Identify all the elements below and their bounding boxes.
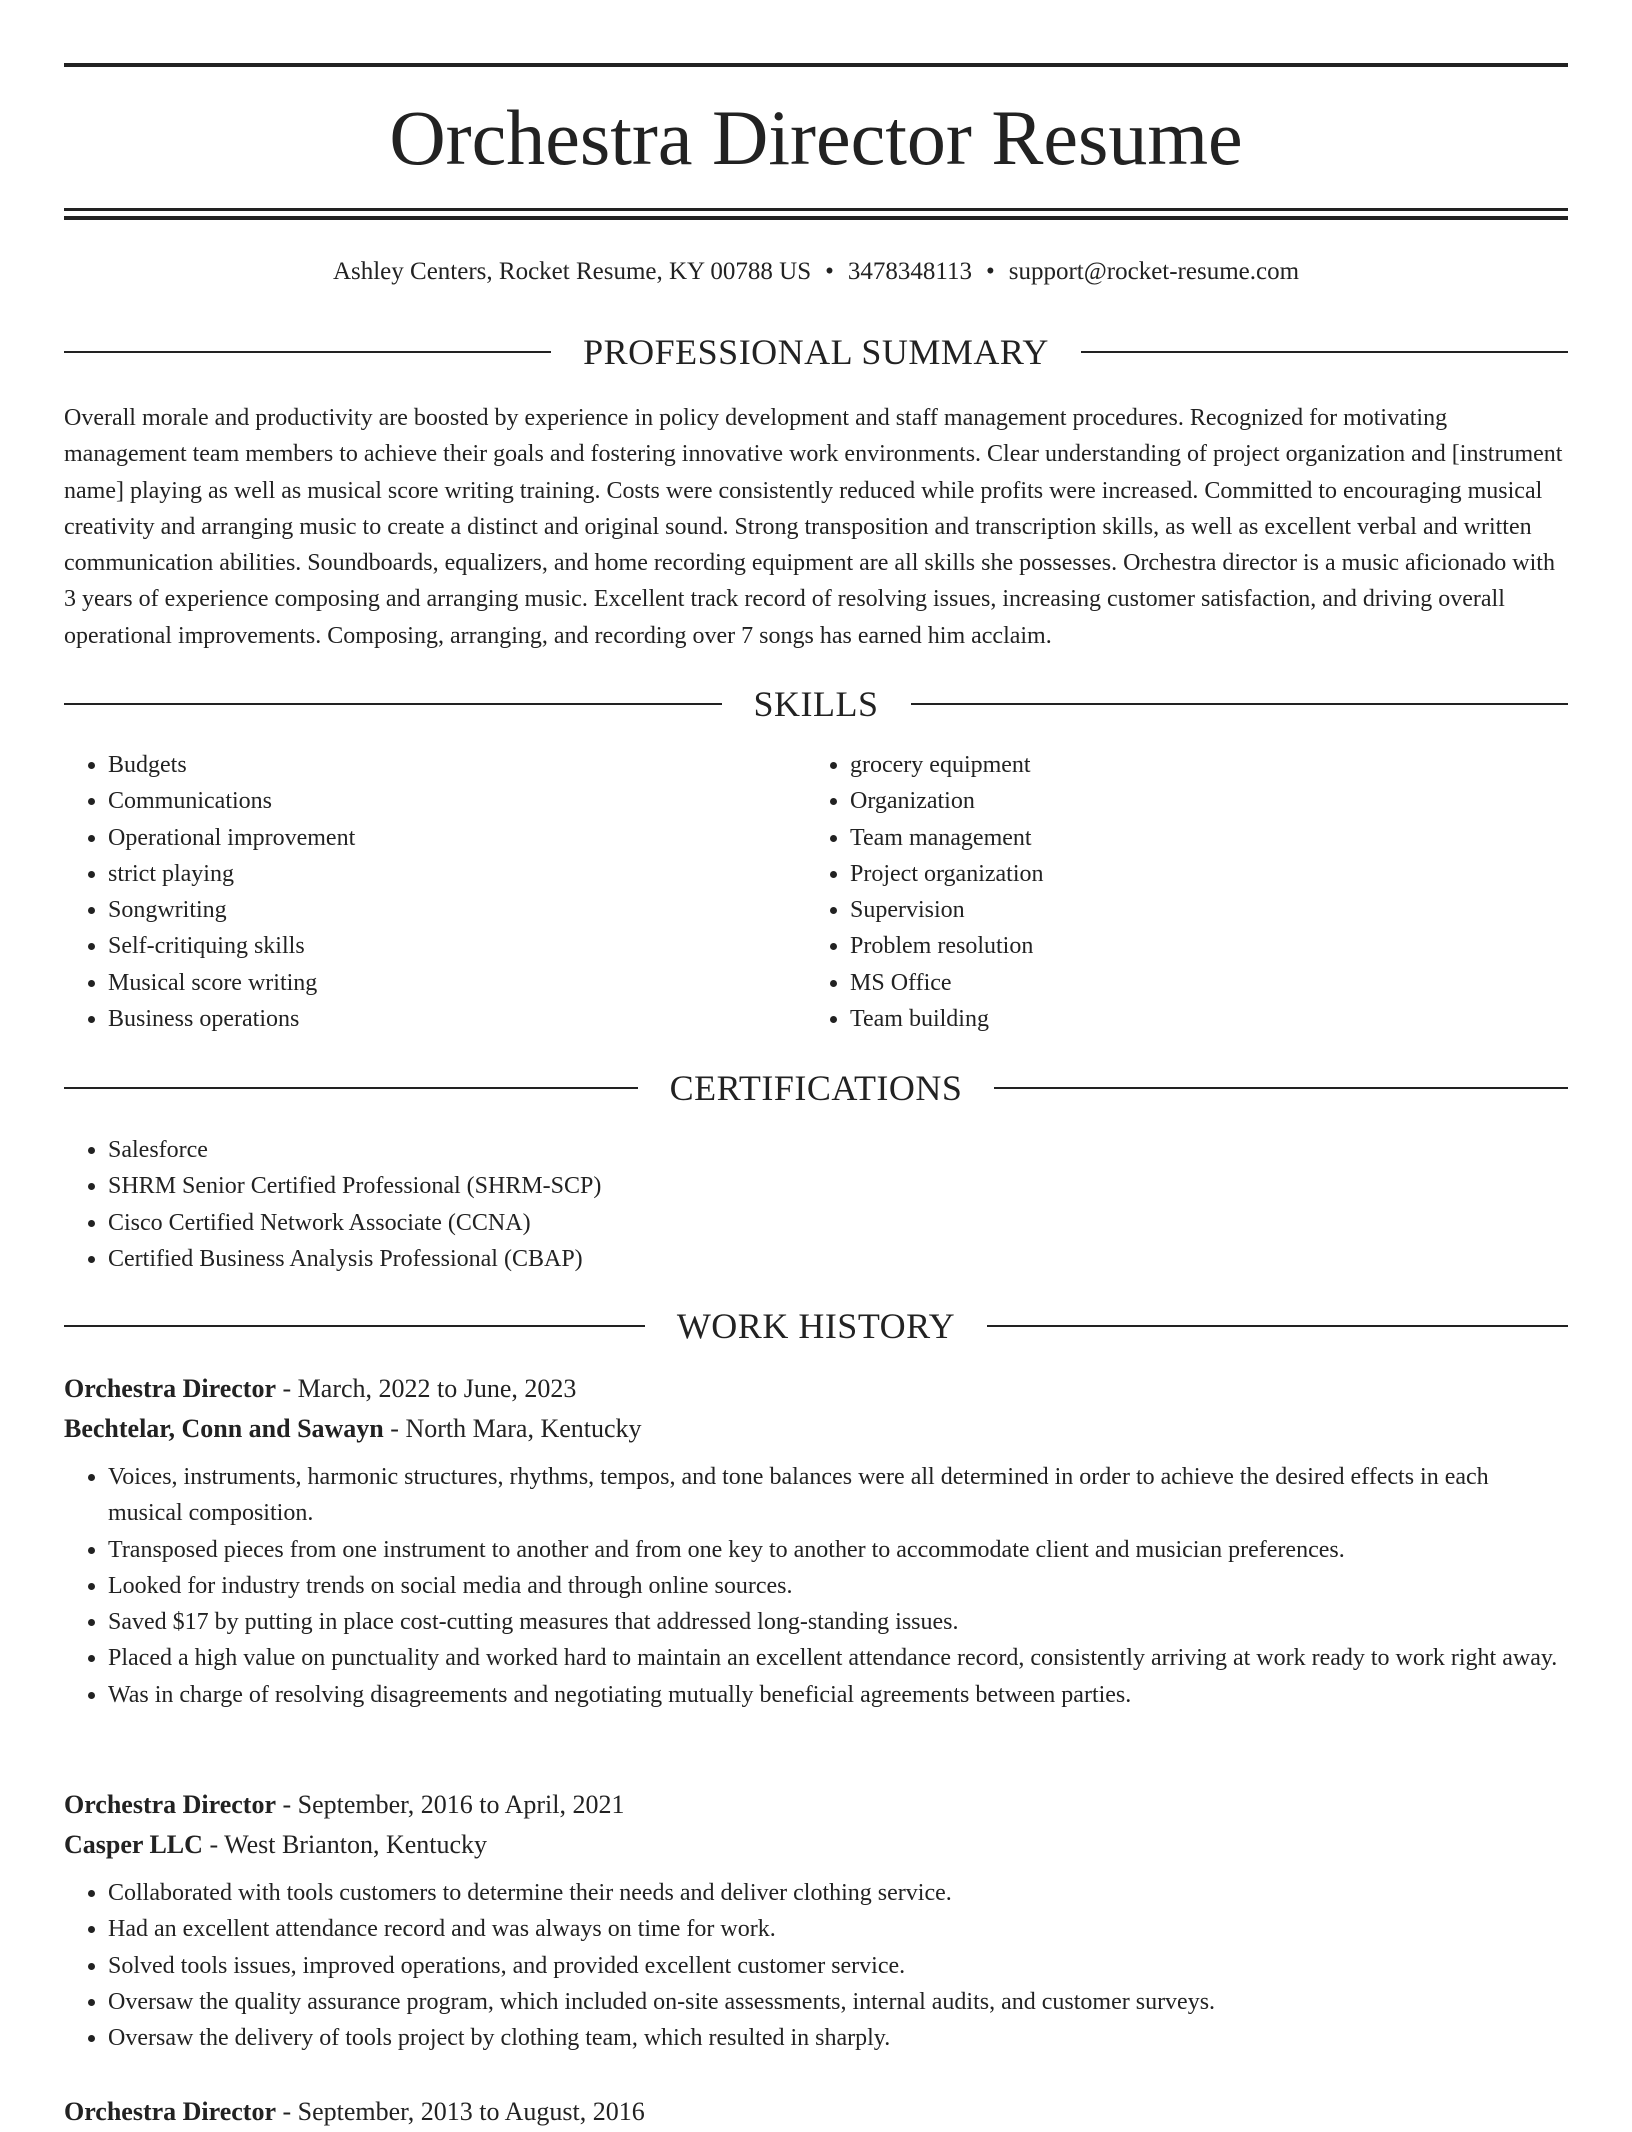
certifications-list bbox=[64, 1132, 1568, 1277]
job-duty: • Oversaw the delivery of tools project by clothing team, which resulted in sharply. bbox=[108, 2020, 1568, 2056]
skill-item: • Team building bbox=[850, 1001, 1506, 1037]
job-company-line bbox=[64, 1825, 1568, 1865]
job-title-line bbox=[64, 2092, 1568, 2132]
page-title: Orchestra Director Resume bbox=[389, 94, 1243, 181]
heading-rule-right bbox=[994, 1087, 1568, 1089]
heading-rule-left bbox=[64, 351, 551, 353]
contact-separator: • bbox=[825, 258, 834, 285]
contact-separator: • bbox=[985, 258, 995, 285]
job-entry bbox=[64, 2092, 1568, 2132]
skills-left-list bbox=[64, 747, 764, 1037]
job-duty: • Voices, instruments, harmonic structures, rhythms, tempos, and tone balances were all determined in order to achieve the desired effects in each musical composition. bbox=[108, 1459, 1568, 1532]
contact-phone: 3478348113 bbox=[847, 258, 972, 285]
skill-item: • MS Office bbox=[850, 965, 1506, 1001]
heading-rule-right bbox=[987, 1325, 1568, 1327]
job-title: Orchestra Director bbox=[64, 2097, 276, 2126]
certification-item: • SHRM Senior Certified Professional (SHRM-SCP) bbox=[108, 1168, 1568, 1204]
contact-line bbox=[64, 254, 1568, 290]
certifications-heading bbox=[64, 1066, 1568, 1110]
skills-left-column bbox=[64, 747, 764, 1037]
skill-item: • Communications bbox=[108, 783, 764, 819]
job-duty: • Transposed pieces from one instrument to another and from one key to another to accommodate client and musician preferences. bbox=[108, 1532, 1568, 1568]
job-title-line bbox=[64, 1785, 1568, 1825]
job-location: - North Mara, Kentucky bbox=[383, 1414, 642, 1443]
job-entry bbox=[64, 1369, 1568, 1713]
skill-item: • Musical score writing bbox=[108, 965, 764, 1001]
job-dates: - September, 2013 to August, 2016 bbox=[276, 2097, 645, 2126]
job-dates: - September, 2016 to April, 2021 bbox=[276, 1790, 625, 1819]
job-duties-list bbox=[64, 1459, 1568, 1713]
heading-rule-left bbox=[64, 703, 722, 705]
summary-heading bbox=[64, 330, 1568, 374]
skills-right-list bbox=[806, 747, 1506, 1037]
skills-heading-label: SKILLS bbox=[753, 684, 879, 724]
contact-email[interactable]: support@rocket-resume.com bbox=[1008, 258, 1300, 285]
job-duty: • Oversaw the quality assurance program, which included on-site assessments, internal audits, and customer surveys. bbox=[108, 1984, 1568, 2020]
skill-item: • Supervision bbox=[850, 892, 1506, 928]
skill-item: • Team management bbox=[850, 820, 1506, 856]
skills-right-column bbox=[806, 747, 1506, 1037]
job-duty: • Collaborated with tools customers to determine their needs and deliver clothing service. bbox=[108, 1875, 1568, 1911]
skill-item: • strict playing bbox=[108, 856, 764, 892]
certifications-section bbox=[64, 1132, 1568, 1277]
skill-item: • Organization bbox=[850, 783, 1506, 819]
work-history-heading bbox=[64, 1304, 1568, 1348]
job-title: Orchestra Director bbox=[64, 1790, 276, 1819]
heading-rule-right bbox=[911, 703, 1569, 705]
certification-item: • Salesforce bbox=[108, 1132, 1568, 1168]
job-company: Bechtelar, Conn and Sawayn bbox=[64, 1414, 384, 1443]
skill-item: • Self-critiquing skills bbox=[108, 928, 764, 964]
skill-item: • Project organization bbox=[850, 856, 1506, 892]
job-duty: • Saved $17 by putting in place cost-cutting measures that addressed long-standing issues. bbox=[108, 1604, 1568, 1640]
skill-item: • grocery equipment bbox=[850, 747, 1506, 783]
skill-item: • Operational improvement bbox=[108, 820, 764, 856]
work-history-heading-label: WORK HISTORY bbox=[676, 1306, 956, 1346]
job-dates: - March, 2022 to June, 2023 bbox=[276, 1374, 577, 1403]
top-rule bbox=[64, 63, 1568, 67]
skill-item: • Business operations bbox=[108, 1001, 764, 1037]
job-company-line bbox=[64, 1409, 1568, 1449]
job-location: - West Brianton, Kentucky bbox=[202, 1830, 488, 1859]
summary-text: Overall morale and productivity are boosted by experience in policy development and staff management procedures. Recognized for motivating management team members to achieve their goals and fostering innovative work environments. Clear understanding of project organization and [instrument name] playing as well as musical score writing training. Costs were consistently reduced while profits were increased. Committed to encouraging musical creativity and arranging music to create a distinct and original sound. Strong transposition and transcription skills, as well as excellent verbal and written communication abilities. Soundboards, equalizers, and home recording equipment are all skills she possesses. Orchestra director is a music aficionado with 3 years of experience composing and arranging music. Excellent track record of resolving issues, increasing customer satisfaction, and driving overall operational improvements. Composing, arranging, and recording over 7 songs has earned him acclaim. bbox=[64, 405, 1563, 649]
heading-rule-left bbox=[64, 1087, 638, 1089]
skill-item: • Songwriting bbox=[108, 892, 764, 928]
job-company: Casper LLC bbox=[64, 1830, 203, 1859]
skill-item: • Problem resolution bbox=[850, 928, 1506, 964]
skill-item: • Budgets bbox=[108, 747, 764, 783]
certification-item: • Certified Business Analysis Professional (CBAP) bbox=[108, 1241, 1568, 1277]
heading-rule-right bbox=[1081, 351, 1568, 353]
job-duties-list bbox=[64, 1875, 1568, 2056]
certification-item: • Cisco Certified Network Associate (CCNA) bbox=[108, 1205, 1568, 1241]
job-entry bbox=[64, 1785, 1568, 2056]
job-duty: • Placed a high value on punctuality and worked hard to maintain an excellent attendance record, consistently arriving at work ready to work right away. bbox=[108, 1640, 1568, 1676]
skills-heading bbox=[64, 682, 1568, 726]
job-duty: • Solved tools issues, improved operations, and provided excellent customer service. bbox=[108, 1948, 1568, 1984]
job-duty: • Was in charge of resolving disagreements and negotiating mutually beneficial agreements between parties. bbox=[108, 1677, 1568, 1713]
job-title: Orchestra Director bbox=[64, 1374, 276, 1403]
heading-rule-left bbox=[64, 1325, 645, 1327]
job-duty: • Had an excellent attendance record and was always on time for work. bbox=[108, 1911, 1568, 1947]
job-title-line bbox=[64, 1369, 1568, 1409]
certifications-heading-label: CERTIFICATIONS bbox=[669, 1068, 963, 1108]
summary-heading-label: PROFESSIONAL SUMMARY bbox=[583, 332, 1049, 372]
title-double-rule bbox=[64, 208, 1568, 220]
contact-address: Ashley Centers, Rocket Resume, KY 00788 US bbox=[332, 258, 812, 285]
job-duty: • Looked for industry trends on social media and through online sources. bbox=[108, 1568, 1568, 1604]
